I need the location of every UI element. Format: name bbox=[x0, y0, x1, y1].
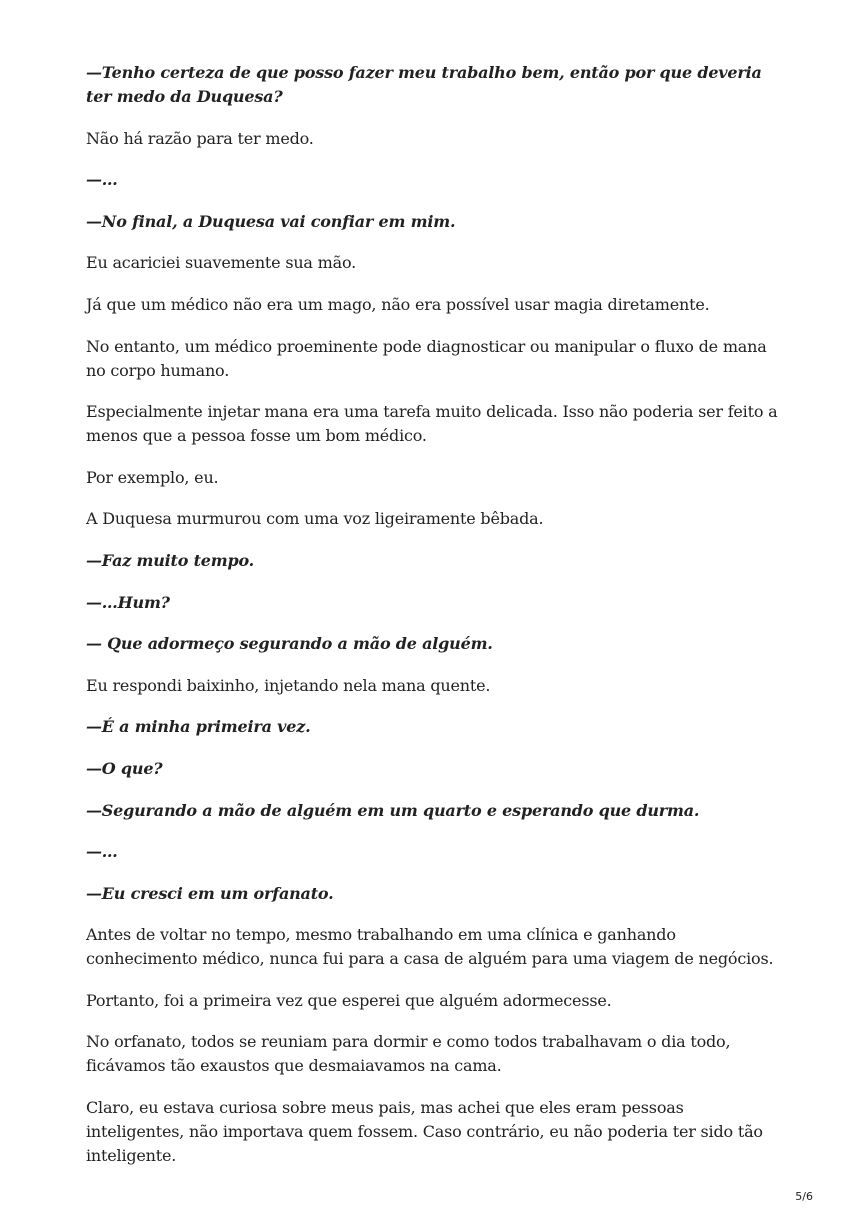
dialogue-paragraph: —… bbox=[86, 842, 118, 862]
dialogue-paragraph: —Tenho certeza de que posso fazer meu trabalho bem, então por que deveria ter medo da Duquesa? bbox=[86, 63, 762, 106]
dialogue-paragraph: —Eu cresci em um orfanato. bbox=[86, 883, 334, 903]
dialogue-paragraph: —Segurando a mão de alguém em um quarto e esperando que durma. bbox=[86, 800, 700, 820]
narration-paragraph: Não há razão para ter medo. bbox=[86, 128, 314, 148]
narration-paragraph: Antes de voltar no tempo, mesmo trabalhando em uma clínica e ganhando conhecimento médico, nunca fui para a casa de alguém para uma viagem de negócios. bbox=[86, 925, 774, 969]
narration-paragraph: Por exemplo, eu. bbox=[86, 467, 219, 487]
narration-paragraph: Já que um médico não era um mago, não era possível usar magia diretamente. bbox=[86, 294, 710, 314]
narration-paragraph: Portanto, foi a primeira vez que esperei que alguém adormecesse. bbox=[86, 990, 612, 1010]
dialogue-paragraph: —Faz muito tempo. bbox=[86, 550, 255, 570]
dialogue-paragraph: —É a minha primeira vez. bbox=[86, 717, 311, 737]
narration-paragraph: Eu respondi baixinho, injetando nela mana quente. bbox=[86, 675, 491, 695]
dialogue-paragraph: — Que adormeço segurando a mão de alguém. bbox=[86, 634, 493, 654]
narration-paragraph: A Duquesa murmurou com uma voz ligeiramente bêbada. bbox=[86, 509, 544, 529]
dialogue-paragraph: —… bbox=[86, 170, 118, 190]
narration-paragraph: No entanto, um médico proeminente pode diagnosticar ou manipular o fluxo de mana no corpo humano. bbox=[86, 336, 767, 380]
page-content bbox=[86, 61, 786, 1186]
narration-paragraph: Eu acariciei suavemente sua mão. bbox=[86, 253, 357, 273]
page-number: 5/6 bbox=[795, 1190, 813, 1203]
narration-paragraph: Especialmente injetar mana era uma tarefa muito delicada. Isso não poderia ser feito a menos que a pessoa fosse um bom médico. bbox=[86, 402, 778, 446]
dialogue-paragraph: —…Hum? bbox=[86, 592, 170, 612]
narration-paragraph: Claro, eu estava curiosa sobre meus pais, mas achei que eles eram pessoas inteligentes, não importava quem fossem. Caso contrário, eu não poderia ter sido tão inteligente. bbox=[86, 1098, 763, 1166]
dialogue-paragraph: —O que? bbox=[86, 758, 163, 778]
dialogue-paragraph: —No final, a Duquesa vai confiar em mim. bbox=[86, 211, 456, 231]
narration-paragraph: No orfanato, todos se reuniam para dormir e como todos trabalhavam o dia todo, ficávamos tão exaustos que desmaiavamos na cama. bbox=[86, 1032, 731, 1076]
